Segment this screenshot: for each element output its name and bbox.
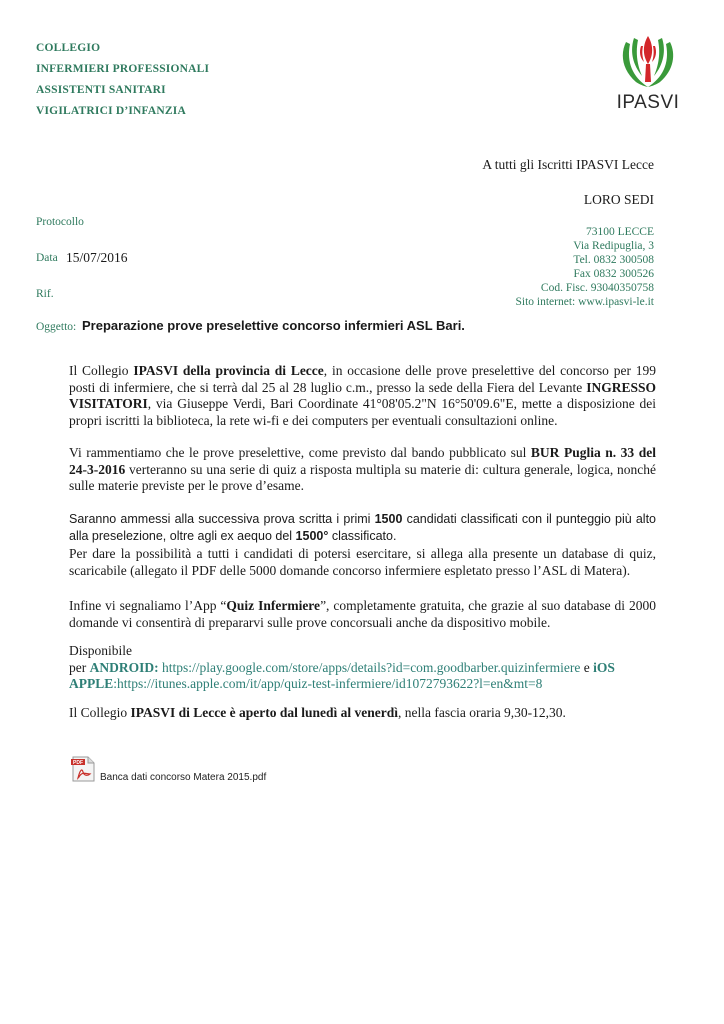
text: candidati classificati con il punteggio più alto alla preselezione, oltre agli ex aequo del xyxy=(69,512,656,543)
address-website: Sito internet: www.ipasvi-le.it xyxy=(515,296,654,308)
text: verteranno su una serie di quiz a risposta multipla su materie di: cultura generale, logica, nonché sulle materie previste per le prove d’esame. xyxy=(69,461,656,493)
subject-label: Oggetto: xyxy=(36,321,77,333)
text: e xyxy=(580,659,594,675)
svg-text:PDF: PDF xyxy=(73,760,83,767)
bold-text: IPASVI della provincia di Lecce xyxy=(133,363,324,378)
recipient-line-loro-sedi: LORO SEDI xyxy=(583,192,654,207)
subject-text: Preparazione prove preselettive concorso infermieri ASL Bari. xyxy=(82,318,465,333)
logo-text: IPASVI xyxy=(616,92,680,113)
org-line: COLLEGIO xyxy=(36,42,101,54)
bold-text: 1500° xyxy=(295,528,329,543)
data-value: 15/07/2016 xyxy=(66,250,128,265)
text: Infine vi segnaliamo l’App “ xyxy=(69,598,227,613)
text: , nella fascia oraria 9,30-12,30. xyxy=(398,705,566,720)
organization-name xyxy=(36,38,209,122)
recipient-line: A tutti gli Iscritti IPASVI Lecce xyxy=(482,157,654,172)
paragraph-opening-hours xyxy=(69,705,656,722)
availability-label: Disponibile xyxy=(69,643,132,658)
paragraph-admission xyxy=(69,511,656,544)
availability-links xyxy=(69,660,656,693)
address-block xyxy=(515,225,654,309)
android-link[interactable]: https://play.google.com/store/apps/details?id=com.goodbarber.quizinfermiere xyxy=(158,659,581,675)
paragraph-intro xyxy=(69,363,656,429)
text: per xyxy=(69,659,90,675)
address-fax: Fax 0832 300526 xyxy=(573,268,654,280)
text: classificato. xyxy=(328,528,397,543)
attachment-filename[interactable]: Banca dati concorso Matera 2015.pdf xyxy=(100,772,267,783)
bold-text: BUR Puglia n. 33 del 24-3-2016 xyxy=(69,445,656,477)
rif-label: Rif. xyxy=(36,288,54,300)
android-label: ANDROID: xyxy=(89,659,159,675)
logo-mark-icon xyxy=(612,32,684,92)
ios-link[interactable]: :https://itunes.apple.com/it/app/quiz-test-infermiere/id1072793622?l=en&mt=8 xyxy=(113,676,543,691)
address-city: 73100 LECCE xyxy=(585,226,654,238)
bold-text: INGRESSO VISITATORI xyxy=(69,379,656,411)
text: ”, completamente gratuita, che grazie al suo database di 2000 domande vi consentirà di prepararvi sulle prove concorsuali anche da dispositivo mobile. xyxy=(69,598,656,630)
paragraph-availability xyxy=(69,643,656,693)
bold-text: IPASVI di Lecce è aperto dal lunedì al venerdì xyxy=(130,705,398,720)
text: Saranno ammessi alla successiva prova scritta i primi xyxy=(69,512,375,526)
org-line: ASSISTENTI SANITARI xyxy=(36,84,166,96)
bold-text: Quiz Infermiere xyxy=(226,598,321,613)
bold-text: 1500 xyxy=(374,512,403,526)
text: Il Collegio xyxy=(69,705,131,720)
address-street: Via Redipuglia, 3 xyxy=(573,240,654,252)
text: , via Giuseppe Verdi, Bari Coordinate 41°08'05.2"N 16°50'09.6"E, mette a disposizione dei propri iscritti la biblioteca, la rete wi-fi e dei computers per eventuali consultazioni online. xyxy=(69,396,656,428)
address-tel: Tel. 0832 300508 xyxy=(573,254,654,266)
paragraph-exam-info xyxy=(69,445,656,495)
org-line: VIGILATRICI D’INFANZIA xyxy=(36,105,186,117)
text: Vi rammentiamo che le prove preselettive, come previsto dal bando pubblicato sul xyxy=(69,445,531,460)
pdf-file-icon xyxy=(70,756,96,782)
ios-label: iOS APPLE xyxy=(69,659,615,691)
paragraph-app xyxy=(69,598,656,631)
data-label: Data xyxy=(36,252,58,264)
address-fiscal-code: Cod. Fisc. 93040350758 xyxy=(540,282,654,294)
text: Il Collegio xyxy=(69,363,134,378)
ipasvi-logo xyxy=(612,32,684,116)
org-line: INFERMIERI PROFESSIONALI xyxy=(36,63,210,75)
paragraph-database: Per dare la possibilità a tutti i candidati di potersi esercitare, si allega alla presente un database di quiz, scaricabile (allegato il PDF delle 5000 domande concorso infermiere espletato presso l’ASL di Matera). xyxy=(69,546,656,578)
protocollo-label: Protocollo xyxy=(36,216,84,228)
text: , in occasione delle prove preselettive del concorso per 199 posti di infermiere, che si terrà dal 25 al 28 luglio c.m., presso la sede della Fiera del Levante xyxy=(69,363,656,395)
